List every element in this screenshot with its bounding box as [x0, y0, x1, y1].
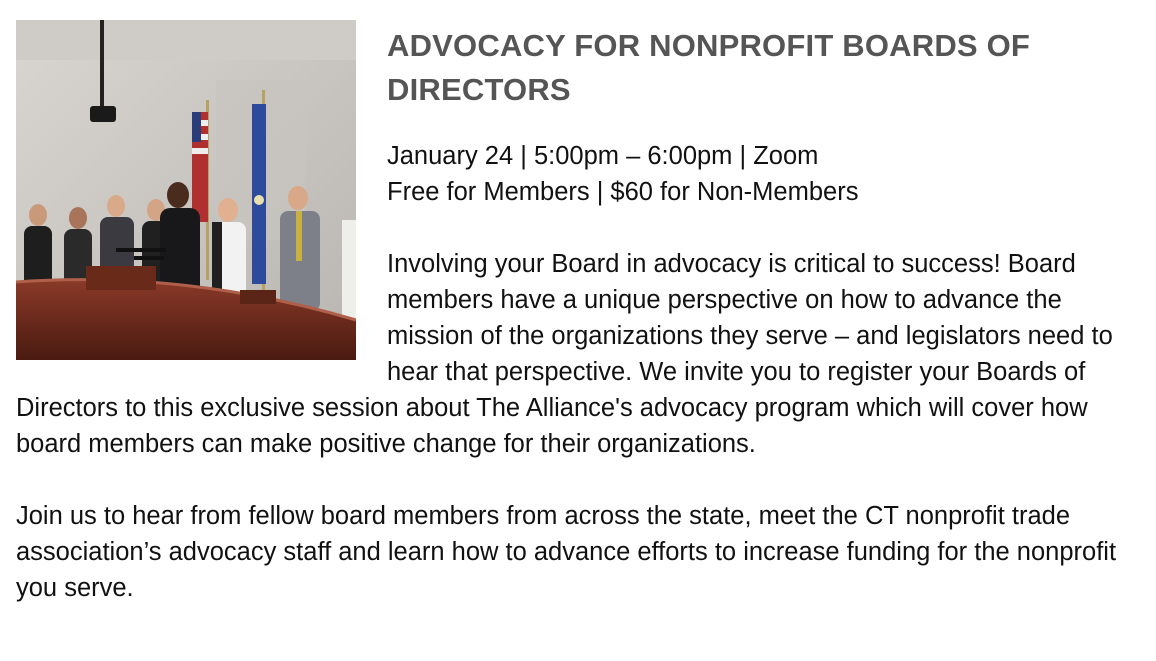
event-description: Involving your Board in advocacy is critical to success! Board members have a unique perspective on how to advance the mission of the organizations they serve – and legislators need to hear that perspective. We invite you to register your Boards of Directors to this exclusive session about The Alliance's advocacy program which will cover how board members can make positive change for their organizations.: [16, 250, 1113, 458]
event-article: [16, 20, 1140, 606]
event-closing: Join us to hear from fellow board members from across the state, meet the CT nonprofit trade association’s advocacy staff and learn how to advance efforts to increase funding for the nonprofit you serve.: [16, 502, 1117, 602]
event-price-line: Free for Members | $60 for Non-Members: [387, 178, 859, 206]
event-title: ADVOCACY FOR NONPROFIT BOARDS OF DIRECTORS: [387, 28, 1031, 107]
event-date-line: January 24 | 5:00pm – 6:00pm | Zoom: [387, 142, 819, 170]
press-conference-photo: [16, 20, 356, 360]
